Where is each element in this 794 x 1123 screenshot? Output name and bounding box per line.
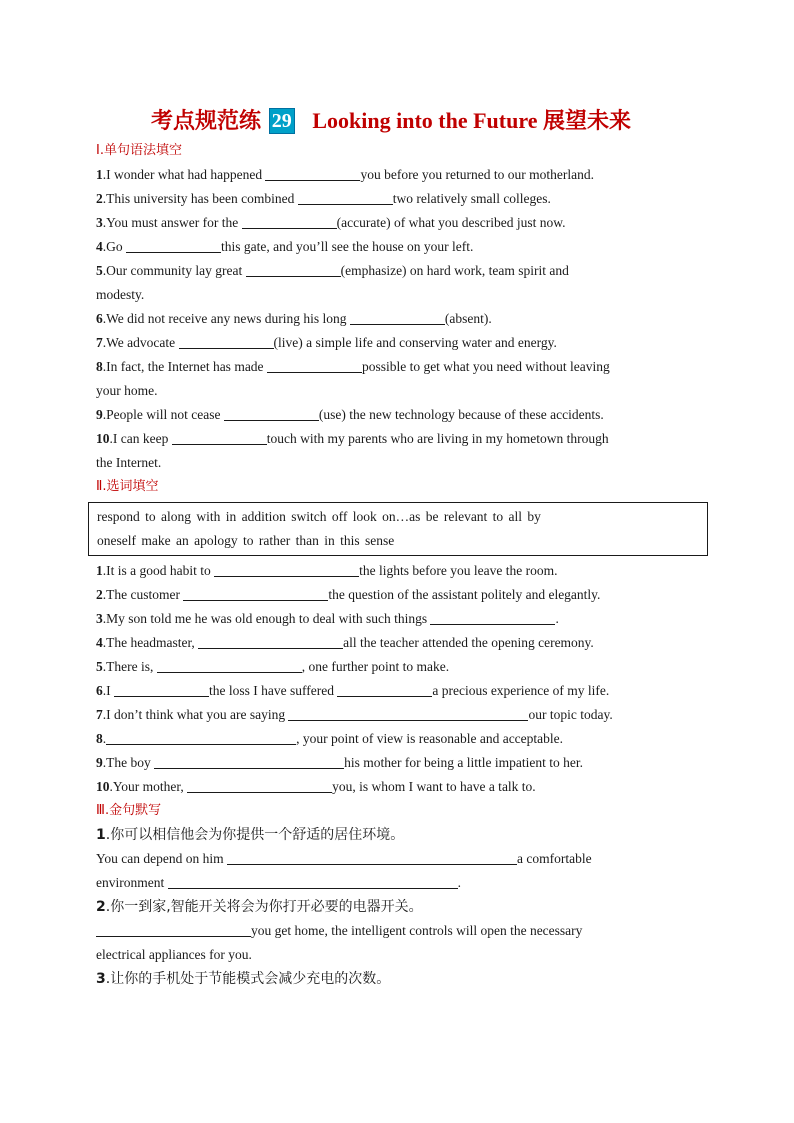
answer-blank[interactable] <box>157 658 302 673</box>
answer-blank[interactable] <box>337 682 432 697</box>
word-bank-line-1: respond to along with in addition switch off look on…as be relevant to all by <box>97 509 541 524</box>
question-4: 4.Go this gate, and you’ll see the house on your left. <box>96 239 474 254</box>
question-2-line-2: electrical appliances for you. <box>96 947 252 962</box>
title-cn: 考点规范练 <box>151 109 262 134</box>
word-bank-line-2: oneself make an apology to rather than in this sense <box>97 533 395 548</box>
question-2: 2.The customer the question of the assistant politely and elegantly. <box>96 587 601 602</box>
question-3-prompt: 3.让你的手机处于节能模式会减少充电的次数。 <box>96 971 391 987</box>
question-1-line-1: You can depend on him a comfortable <box>96 851 592 866</box>
question-1-line-2: environment . <box>96 875 461 890</box>
worksheet-page <box>96 104 706 991</box>
answer-blank[interactable] <box>172 430 267 445</box>
answer-blank[interactable] <box>106 730 296 745</box>
answer-blank[interactable] <box>227 850 517 865</box>
section-heading-word-choice: Ⅱ.选词填空 <box>96 479 159 494</box>
answer-blank[interactable] <box>154 754 344 769</box>
question-8: 8.In fact, the Internet has made possible to get what you need without leaving <box>96 359 610 374</box>
title-en: Looking into the Future 展望未来 <box>312 108 631 133</box>
question-1: 1.It is a good habit to the lights before you leave the room. <box>96 563 558 578</box>
question-2-line-1: you get home, the intelligent controls will open the necessary <box>96 919 706 943</box>
question-9: 9.The boy his mother for being a little impatient to her. <box>96 755 583 770</box>
answer-blank[interactable] <box>187 778 332 793</box>
section2-list <box>96 559 706 799</box>
answer-blank[interactable] <box>430 610 555 625</box>
question-3: 3.My son told me he was old enough to deal with such things . <box>96 611 559 626</box>
question-1: 1.I wonder what had happened you before you returned to our motherland. <box>96 167 595 182</box>
question-8: 8. , your point of view is reasonable and acceptable. <box>96 731 564 746</box>
answer-blank[interactable] <box>242 214 337 229</box>
question-9: 9.People will not cease (use) the new technology because of these accidents. <box>96 407 604 422</box>
answer-blank[interactable] <box>96 922 251 937</box>
answer-blank[interactable] <box>267 358 362 373</box>
word-bank-box <box>88 502 708 556</box>
answer-blank[interactable] <box>183 586 328 601</box>
question-2-prompt: 2.你一到家,智能开关将会为你打开必要的电器开关。 <box>96 899 423 915</box>
answer-blank[interactable] <box>198 634 343 649</box>
question-5: 5.There is, , one further point to make. <box>96 659 450 674</box>
answer-blank[interactable] <box>288 706 528 721</box>
answer-blank[interactable] <box>114 682 209 697</box>
question-6: 6.We did not receive any news during his long (absent). <box>96 311 492 326</box>
section3-list <box>96 823 706 991</box>
answer-blank[interactable] <box>246 262 341 277</box>
question-10: 10.Your mother, you, is whom I want to have a talk to. <box>96 779 536 794</box>
section-heading-grammar: Ⅰ.单句语法填空 <box>96 143 182 158</box>
question-5-cont: modesty. <box>96 287 145 302</box>
answer-blank[interactable] <box>350 310 445 325</box>
answer-blank[interactable] <box>224 406 319 421</box>
question-4: 4.The headmaster, all the teacher attended the opening ceremony. <box>96 635 594 650</box>
answer-blank[interactable] <box>168 874 458 889</box>
question-2: 2.This university has been combined two relatively small colleges. <box>96 191 551 206</box>
answer-blank[interactable] <box>265 166 360 181</box>
question-10-cont: the Internet. <box>96 455 162 470</box>
question-7: 7.I don’t think what you are saying our topic today. <box>96 707 613 722</box>
question-5: 5.Our community lay great (emphasize) on hard work, team spirit and <box>96 263 569 278</box>
question-1-prompt: 1.你可以相信他会为你提供一个舒适的居住环境。 <box>96 827 405 843</box>
section-heading-sentence-writing: Ⅲ.金句默写 <box>96 803 162 818</box>
answer-blank[interactable] <box>126 238 221 253</box>
lesson-number-badge: 29 <box>269 108 295 134</box>
answer-blank[interactable] <box>298 190 393 205</box>
question-3: 3.You must answer for the (accurate) of what you described just now. <box>96 215 566 230</box>
question-8-cont: your home. <box>96 383 158 398</box>
question-7: 7.We advocate (live) a simple life and conserving water and energy. <box>96 335 557 350</box>
answer-blank[interactable] <box>179 334 274 349</box>
question-10: 10.I can keep touch with my parents who are living in my hometown through <box>96 431 609 446</box>
section1-list <box>96 163 706 475</box>
answer-blank[interactable] <box>214 562 359 577</box>
question-6: 6.I the loss I have suffered a precious experience of my life. <box>96 683 610 698</box>
page-title <box>76 104 706 139</box>
